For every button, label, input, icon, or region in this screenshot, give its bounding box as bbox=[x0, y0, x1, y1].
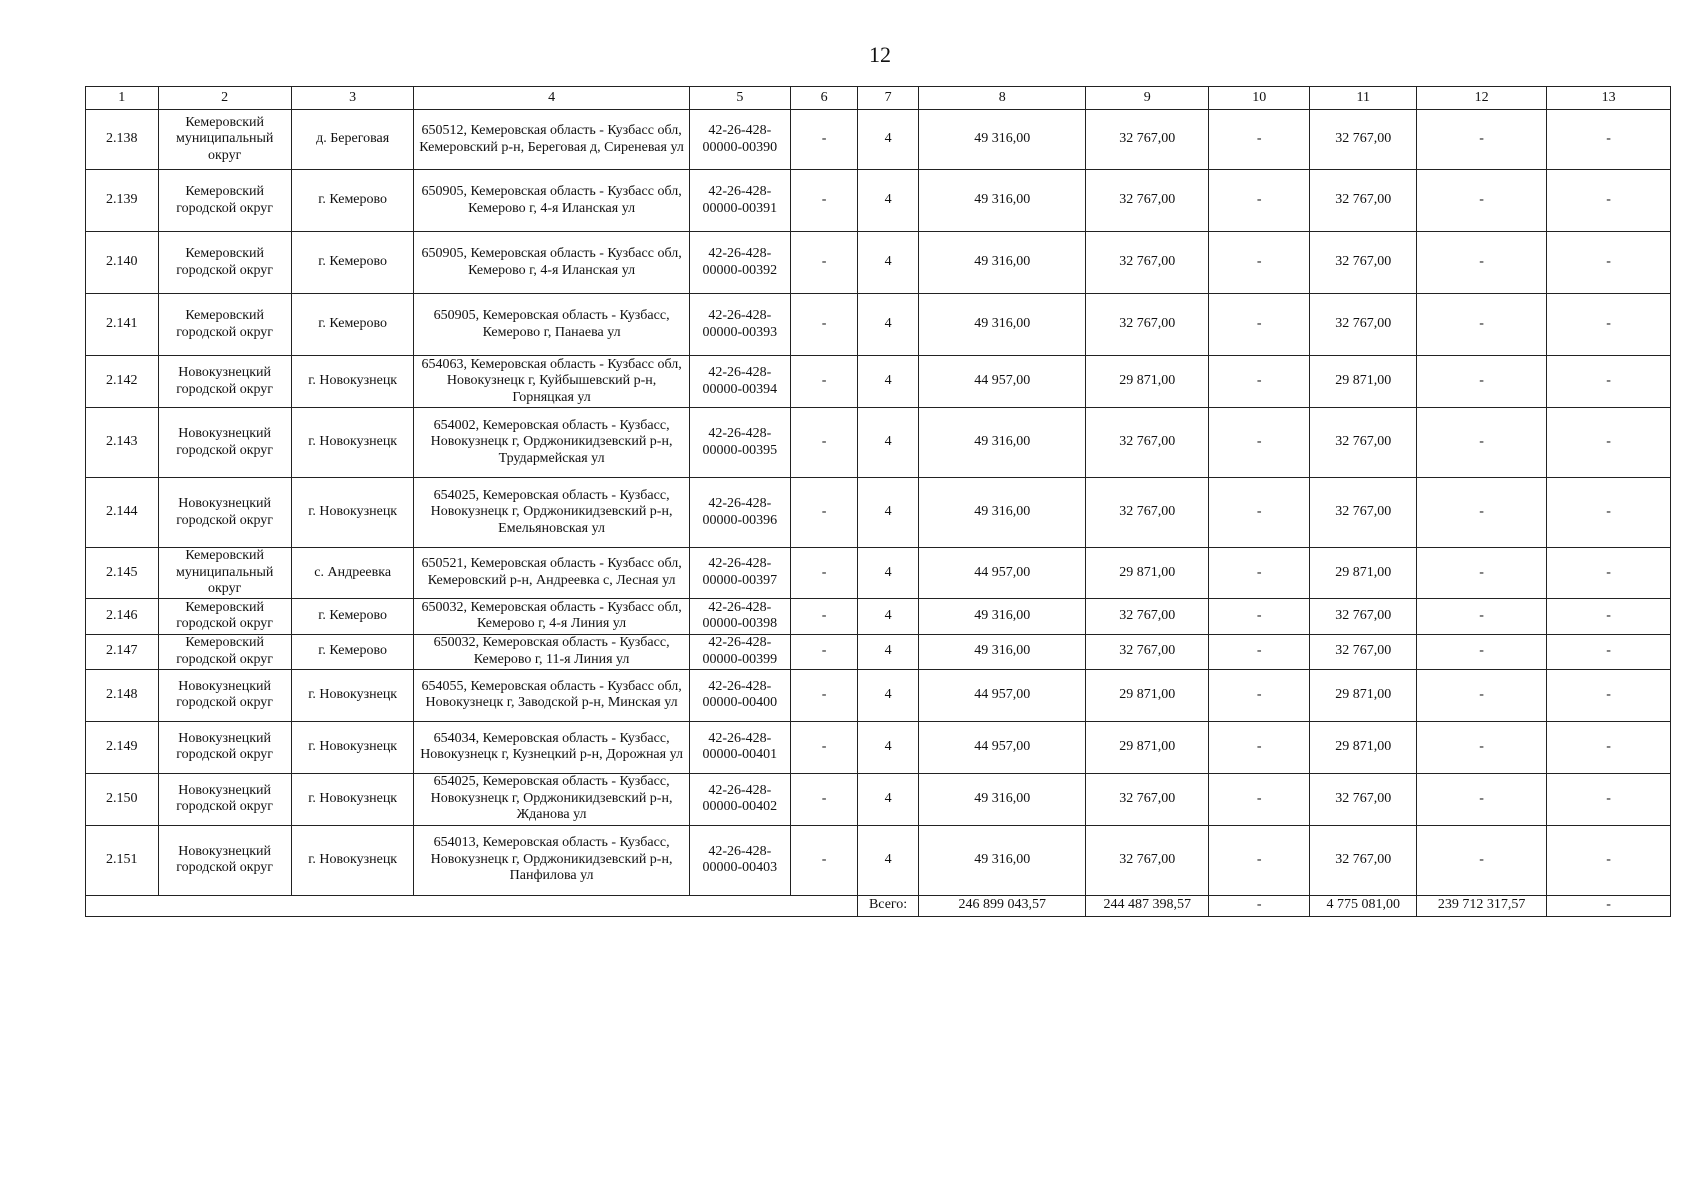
cell-c10: - bbox=[1209, 478, 1310, 548]
cell-c5: 42-26-428-00000-00395 bbox=[689, 408, 790, 478]
table-row bbox=[86, 721, 1671, 773]
cell-c6: - bbox=[791, 721, 858, 773]
cell-c9: 32 767,00 bbox=[1086, 408, 1209, 478]
cell-c13: - bbox=[1547, 598, 1671, 634]
col-header: 5 bbox=[689, 87, 790, 110]
cell-c1: 2.145 bbox=[86, 548, 159, 599]
cell-c7: 4 bbox=[858, 478, 919, 548]
cell-c2: Кемеровский городской округ bbox=[158, 598, 291, 634]
cell-c1: 2.141 bbox=[86, 294, 159, 356]
cell-c8: 44 957,00 bbox=[918, 356, 1085, 408]
cell-c13: - bbox=[1547, 408, 1671, 478]
table-row bbox=[86, 634, 1671, 669]
col-header: 9 bbox=[1086, 87, 1209, 110]
cell-c9: 32 767,00 bbox=[1086, 478, 1209, 548]
cell-c6: - bbox=[791, 232, 858, 294]
cell-c1: 2.142 bbox=[86, 356, 159, 408]
cell-c3: г. Кемерово bbox=[291, 170, 414, 232]
cell-c1: 2.148 bbox=[86, 669, 159, 721]
cell-c9: 32 767,00 bbox=[1086, 294, 1209, 356]
cell-c8: 49 316,00 bbox=[918, 408, 1085, 478]
total-cell: 4 775 081,00 bbox=[1310, 895, 1417, 916]
cell-c13: - bbox=[1547, 721, 1671, 773]
col-header: 13 bbox=[1547, 87, 1671, 110]
cell-c3: г. Новокузнецк bbox=[291, 669, 414, 721]
table-row bbox=[86, 170, 1671, 232]
cell-c1: 2.147 bbox=[86, 634, 159, 669]
cell-c11: 32 767,00 bbox=[1310, 773, 1417, 825]
cell-c7: 4 bbox=[858, 773, 919, 825]
cell-c7: 4 bbox=[858, 110, 919, 170]
cell-c1: 2.140 bbox=[86, 232, 159, 294]
total-row bbox=[86, 895, 1671, 916]
cell-c7: 4 bbox=[858, 232, 919, 294]
cell-c13: - bbox=[1547, 669, 1671, 721]
cell-c10: - bbox=[1209, 294, 1310, 356]
cell-c8: 49 316,00 bbox=[918, 634, 1085, 669]
cell-c6: - bbox=[791, 773, 858, 825]
table-row bbox=[86, 548, 1671, 599]
total-label: Всего: bbox=[858, 895, 919, 916]
cell-c8: 49 316,00 bbox=[918, 478, 1085, 548]
table-row bbox=[86, 669, 1671, 721]
cell-c8: 49 316,00 bbox=[918, 110, 1085, 170]
cell-c4: 650521, Кемеровская область - Кузбасс обл, Кемеровский р-н, Андреевка с, Лесная ул bbox=[414, 548, 689, 599]
cell-c10: - bbox=[1209, 408, 1310, 478]
cell-c4: 650905, Кемеровская область - Кузбасс обл, Кемерово г, 4-я Иланская ул bbox=[414, 232, 689, 294]
cell-c6: - bbox=[791, 548, 858, 599]
cell-c11: 29 871,00 bbox=[1310, 356, 1417, 408]
header-row bbox=[86, 87, 1671, 110]
cell-c5: 42-26-428-00000-00402 bbox=[689, 773, 790, 825]
cell-c4: 650032, Кемеровская область - Кузбасс обл, Кемерово г, 4-я Линия ул bbox=[414, 598, 689, 634]
cell-c11: 32 767,00 bbox=[1310, 294, 1417, 356]
cell-c9: 29 871,00 bbox=[1086, 548, 1209, 599]
col-header: 12 bbox=[1417, 87, 1547, 110]
cell-c4: 654025, Кемеровская область - Кузбасс, Новокузнецк г, Орджоникидзевский р-н, Жданова ул bbox=[414, 773, 689, 825]
cell-c11: 29 871,00 bbox=[1310, 669, 1417, 721]
table-row bbox=[86, 110, 1671, 170]
cell-c13: - bbox=[1547, 825, 1671, 895]
cell-c13: - bbox=[1547, 110, 1671, 170]
cell-c1: 2.139 bbox=[86, 170, 159, 232]
data-table bbox=[85, 86, 1671, 917]
cell-c2: Кемеровский муниципальный округ bbox=[158, 548, 291, 599]
cell-c12: - bbox=[1417, 356, 1547, 408]
cell-c10: - bbox=[1209, 634, 1310, 669]
cell-c5: 42-26-428-00000-00393 bbox=[689, 294, 790, 356]
cell-c3: г. Новокузнецк bbox=[291, 478, 414, 548]
cell-c10: - bbox=[1209, 598, 1310, 634]
cell-c13: - bbox=[1547, 356, 1671, 408]
cell-c1: 2.150 bbox=[86, 773, 159, 825]
cell-c2: Кемеровский городской округ bbox=[158, 170, 291, 232]
cell-c9: 32 767,00 bbox=[1086, 825, 1209, 895]
cell-c11: 32 767,00 bbox=[1310, 110, 1417, 170]
cell-c8: 44 957,00 bbox=[918, 669, 1085, 721]
cell-c7: 4 bbox=[858, 598, 919, 634]
cell-c7: 4 bbox=[858, 408, 919, 478]
cell-c10: - bbox=[1209, 170, 1310, 232]
cell-c9: 32 767,00 bbox=[1086, 773, 1209, 825]
cell-c4: 654002, Кемеровская область - Кузбасс, Новокузнецк г, Орджоникидзевский р-н, Трудармейская ул bbox=[414, 408, 689, 478]
cell-c6: - bbox=[791, 634, 858, 669]
cell-c3: г. Новокузнецк bbox=[291, 721, 414, 773]
cell-c2: Новокузнецкий городской округ bbox=[158, 408, 291, 478]
cell-c9: 29 871,00 bbox=[1086, 669, 1209, 721]
cell-c10: - bbox=[1209, 773, 1310, 825]
cell-c2: Новокузнецкий городской округ bbox=[158, 669, 291, 721]
cell-c9: 32 767,00 bbox=[1086, 598, 1209, 634]
cell-c12: - bbox=[1417, 825, 1547, 895]
cell-c7: 4 bbox=[858, 669, 919, 721]
cell-c11: 32 767,00 bbox=[1310, 478, 1417, 548]
cell-c3: г. Кемерово bbox=[291, 294, 414, 356]
cell-c6: - bbox=[791, 294, 858, 356]
cell-c11: 29 871,00 bbox=[1310, 548, 1417, 599]
page-number: 12 bbox=[869, 42, 891, 67]
cell-c10: - bbox=[1209, 825, 1310, 895]
cell-c6: - bbox=[791, 825, 858, 895]
col-header: 1 bbox=[86, 87, 159, 110]
cell-c7: 4 bbox=[858, 721, 919, 773]
cell-c11: 32 767,00 bbox=[1310, 408, 1417, 478]
cell-c8: 44 957,00 bbox=[918, 548, 1085, 599]
table-row bbox=[86, 356, 1671, 408]
col-header: 4 bbox=[414, 87, 689, 110]
cell-c3: д. Береговая bbox=[291, 110, 414, 170]
cell-c5: 42-26-428-00000-00391 bbox=[689, 170, 790, 232]
cell-c12: - bbox=[1417, 773, 1547, 825]
cell-c4: 650032, Кемеровская область - Кузбасс, Кемерово г, 11-я Линия ул bbox=[414, 634, 689, 669]
table-row bbox=[86, 294, 1671, 356]
cell-c2: Кемеровский городской округ bbox=[158, 634, 291, 669]
cell-c1: 2.143 bbox=[86, 408, 159, 478]
cell-c10: - bbox=[1209, 356, 1310, 408]
cell-c8: 49 316,00 bbox=[918, 294, 1085, 356]
cell-c12: - bbox=[1417, 170, 1547, 232]
cell-c2: Новокузнецкий городской округ bbox=[158, 773, 291, 825]
cell-c13: - bbox=[1547, 294, 1671, 356]
cell-c7: 4 bbox=[858, 294, 919, 356]
cell-c6: - bbox=[791, 110, 858, 170]
table-row bbox=[86, 825, 1671, 895]
cell-c9: 32 767,00 bbox=[1086, 110, 1209, 170]
cell-c6: - bbox=[791, 356, 858, 408]
cell-c5: 42-26-428-00000-00398 bbox=[689, 598, 790, 634]
table-row bbox=[86, 598, 1671, 634]
cell-c8: 49 316,00 bbox=[918, 232, 1085, 294]
col-header: 8 bbox=[918, 87, 1085, 110]
total-cell: 239 712 317,57 bbox=[1417, 895, 1547, 916]
cell-c4: 654055, Кемеровская область - Кузбасс обл, Новокузнецк г, Заводской р-н, Минская ул bbox=[414, 669, 689, 721]
cell-c10: - bbox=[1209, 110, 1310, 170]
cell-c12: - bbox=[1417, 721, 1547, 773]
col-header: 3 bbox=[291, 87, 414, 110]
total-blank bbox=[86, 895, 858, 916]
cell-c1: 2.151 bbox=[86, 825, 159, 895]
cell-c11: 32 767,00 bbox=[1310, 825, 1417, 895]
cell-c9: 29 871,00 bbox=[1086, 356, 1209, 408]
cell-c8: 49 316,00 bbox=[918, 170, 1085, 232]
cell-c8: 49 316,00 bbox=[918, 825, 1085, 895]
cell-c1: 2.144 bbox=[86, 478, 159, 548]
cell-c13: - bbox=[1547, 478, 1671, 548]
cell-c7: 4 bbox=[858, 634, 919, 669]
col-header: 10 bbox=[1209, 87, 1310, 110]
cell-c12: - bbox=[1417, 232, 1547, 294]
total-cell: - bbox=[1547, 895, 1671, 916]
cell-c1: 2.138 bbox=[86, 110, 159, 170]
cell-c5: 42-26-428-00000-00403 bbox=[689, 825, 790, 895]
cell-c1: 2.149 bbox=[86, 721, 159, 773]
col-header: 2 bbox=[158, 87, 291, 110]
cell-c3: г. Новокузнецк bbox=[291, 356, 414, 408]
cell-c6: - bbox=[791, 478, 858, 548]
cell-c5: 42-26-428-00000-00399 bbox=[689, 634, 790, 669]
cell-c4: 654013, Кемеровская область - Кузбасс, Новокузнецк г, Орджоникидзевский р-н, Панфилова ул bbox=[414, 825, 689, 895]
cell-c5: 42-26-428-00000-00396 bbox=[689, 478, 790, 548]
cell-c3: с. Андреевка bbox=[291, 548, 414, 599]
cell-c7: 4 bbox=[858, 356, 919, 408]
cell-c13: - bbox=[1547, 232, 1671, 294]
cell-c3: г. Кемерово bbox=[291, 598, 414, 634]
cell-c3: г. Новокузнецк bbox=[291, 773, 414, 825]
cell-c5: 42-26-428-00000-00400 bbox=[689, 669, 790, 721]
cell-c12: - bbox=[1417, 669, 1547, 721]
cell-c4: 654025, Кемеровская область - Кузбасс, Новокузнецк г, Орджоникидзевский р-н, Емельяновская ул bbox=[414, 478, 689, 548]
table-row bbox=[86, 478, 1671, 548]
cell-c11: 32 767,00 bbox=[1310, 170, 1417, 232]
cell-c11: 32 767,00 bbox=[1310, 598, 1417, 634]
cell-c5: 42-26-428-00000-00401 bbox=[689, 721, 790, 773]
total-cell: 244 487 398,57 bbox=[1086, 895, 1209, 916]
cell-c3: г. Кемерово bbox=[291, 232, 414, 294]
cell-c2: Новокузнецкий городской округ bbox=[158, 721, 291, 773]
cell-c2: Новокузнецкий городской округ bbox=[158, 356, 291, 408]
cell-c4: 650905, Кемеровская область - Кузбасс обл, Кемерово г, 4-я Иланская ул bbox=[414, 170, 689, 232]
cell-c7: 4 bbox=[858, 548, 919, 599]
cell-c5: 42-26-428-00000-00394 bbox=[689, 356, 790, 408]
cell-c10: - bbox=[1209, 232, 1310, 294]
col-header: 11 bbox=[1310, 87, 1417, 110]
cell-c7: 4 bbox=[858, 825, 919, 895]
cell-c12: - bbox=[1417, 634, 1547, 669]
table-row bbox=[86, 232, 1671, 294]
cell-c9: 32 767,00 bbox=[1086, 170, 1209, 232]
cell-c9: 32 767,00 bbox=[1086, 634, 1209, 669]
col-header: 6 bbox=[791, 87, 858, 110]
cell-c6: - bbox=[791, 170, 858, 232]
cell-c2: Новокузнецкий городской округ bbox=[158, 825, 291, 895]
cell-c3: г. Новокузнецк bbox=[291, 408, 414, 478]
cell-c11: 32 767,00 bbox=[1310, 634, 1417, 669]
cell-c10: - bbox=[1209, 548, 1310, 599]
cell-c4: 654034, Кемеровская область - Кузбасс, Новокузнецк г, Кузнецкий р-н, Дорожная ул bbox=[414, 721, 689, 773]
cell-c2: Кемеровский городской округ bbox=[158, 232, 291, 294]
cell-c7: 4 bbox=[858, 170, 919, 232]
cell-c9: 29 871,00 bbox=[1086, 721, 1209, 773]
cell-c13: - bbox=[1547, 548, 1671, 599]
cell-c4: 650512, Кемеровская область - Кузбасс обл, Кемеровский р-н, Береговая д, Сиреневая ул bbox=[414, 110, 689, 170]
cell-c6: - bbox=[791, 408, 858, 478]
cell-c13: - bbox=[1547, 170, 1671, 232]
cell-c8: 49 316,00 bbox=[918, 598, 1085, 634]
cell-c4: 654063, Кемеровская область - Кузбасс обл, Новокузнецк г, Куйбышевский р-н, Горняцкая ул bbox=[414, 356, 689, 408]
cell-c12: - bbox=[1417, 408, 1547, 478]
cell-c13: - bbox=[1547, 634, 1671, 669]
cell-c9: 32 767,00 bbox=[1086, 232, 1209, 294]
cell-c8: 49 316,00 bbox=[918, 773, 1085, 825]
cell-c12: - bbox=[1417, 110, 1547, 170]
cell-c12: - bbox=[1417, 294, 1547, 356]
cell-c2: Кемеровский городской округ bbox=[158, 294, 291, 356]
cell-c6: - bbox=[791, 669, 858, 721]
cell-c5: 42-26-428-00000-00392 bbox=[689, 232, 790, 294]
cell-c12: - bbox=[1417, 598, 1547, 634]
cell-c1: 2.146 bbox=[86, 598, 159, 634]
col-header: 7 bbox=[858, 87, 919, 110]
cell-c12: - bbox=[1417, 478, 1547, 548]
cell-c11: 29 871,00 bbox=[1310, 721, 1417, 773]
cell-c8: 44 957,00 bbox=[918, 721, 1085, 773]
cell-c3: г. Новокузнецк bbox=[291, 825, 414, 895]
cell-c12: - bbox=[1417, 548, 1547, 599]
cell-c5: 42-26-428-00000-00397 bbox=[689, 548, 790, 599]
cell-c6: - bbox=[791, 598, 858, 634]
cell-c5: 42-26-428-00000-00390 bbox=[689, 110, 790, 170]
table-row bbox=[86, 408, 1671, 478]
total-cell: 246 899 043,57 bbox=[918, 895, 1085, 916]
cell-c2: Кемеровский муниципальный округ bbox=[158, 110, 291, 170]
cell-c10: - bbox=[1209, 721, 1310, 773]
cell-c3: г. Кемерово bbox=[291, 634, 414, 669]
table-row bbox=[86, 773, 1671, 825]
cell-c10: - bbox=[1209, 669, 1310, 721]
cell-c11: 32 767,00 bbox=[1310, 232, 1417, 294]
cell-c2: Новокузнецкий городской округ bbox=[158, 478, 291, 548]
cell-c4: 650905, Кемеровская область - Кузбасс, Кемерово г, Панаева ул bbox=[414, 294, 689, 356]
total-cell: - bbox=[1209, 895, 1310, 916]
cell-c13: - bbox=[1547, 773, 1671, 825]
